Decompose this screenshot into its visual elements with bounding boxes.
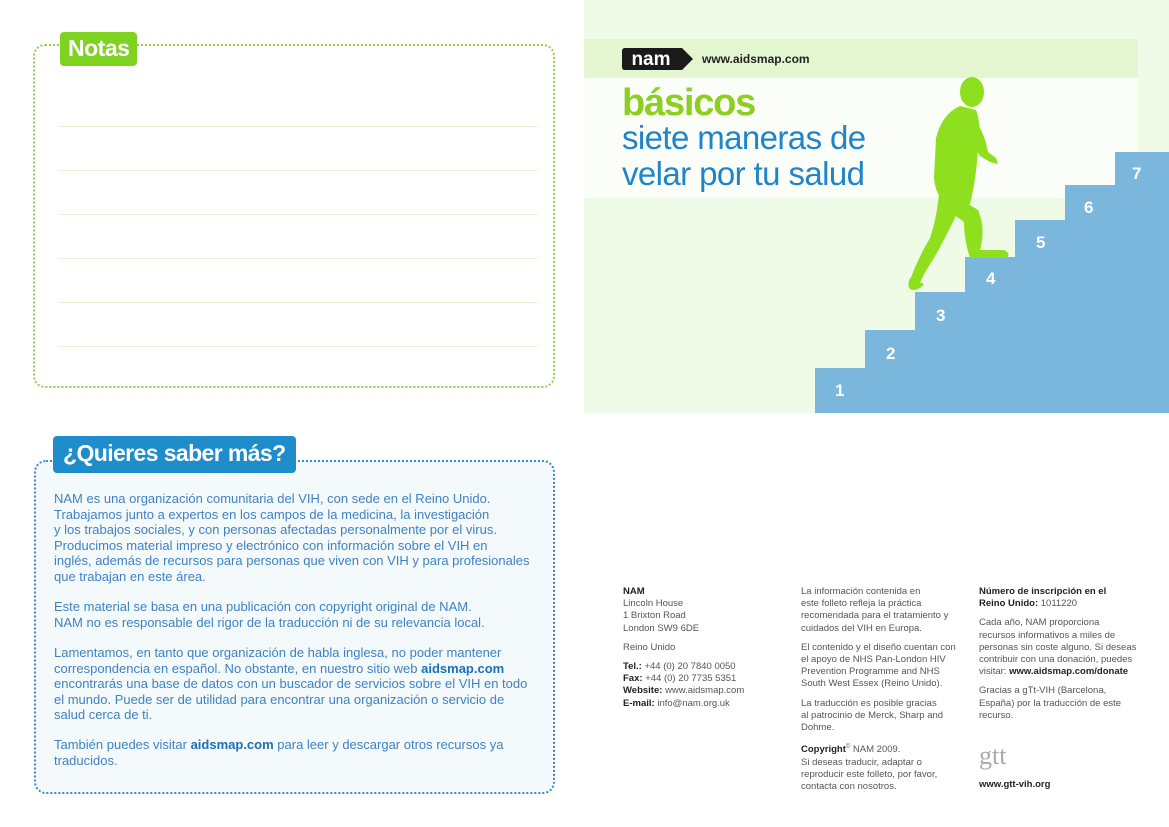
- info-paragraph-2: [54, 599, 534, 630]
- text-line: traducidos.: [54, 752, 118, 768]
- email-link[interactable]: info@nam.org.uk: [657, 697, 730, 709]
- note-line: [58, 170, 538, 171]
- note-line: [58, 214, 538, 215]
- info-paragraph-4: [54, 737, 534, 768]
- text-line: [54, 661, 534, 677]
- note-line: [58, 346, 538, 347]
- step-number: 2: [886, 344, 896, 363]
- info-paragraph-3: [54, 645, 534, 723]
- text-line: contribuir con una donación, puedes: [979, 654, 1133, 666]
- text-line: [54, 737, 534, 753]
- tel-label: Tel.:: [623, 661, 642, 673]
- text-line: Dohme.: [801, 722, 835, 734]
- text-line: al patrocinio de Merck, Sharp and: [801, 709, 944, 721]
- text-line: salud cerca de ti.: [54, 707, 153, 722]
- title-basicos: básicos: [622, 82, 756, 124]
- text-line: Gracias a gTt-VIH (Barcelona,: [979, 685, 1107, 697]
- text-line: recurso.: [979, 709, 1014, 721]
- text-line: South West Essex (Reino Unido).: [801, 678, 943, 690]
- notes-title: Notas: [60, 32, 137, 66]
- fax-value: +44 (0) 20 7735 5351: [645, 673, 737, 685]
- text-line: La traducción es posible gracias: [801, 697, 937, 709]
- text-fragment: visitar:: [979, 666, 1010, 678]
- text-line: España) por la traducción de este: [979, 697, 1122, 709]
- gtt-logo-icon: [978, 736, 1016, 772]
- copyright-symbol: ©: [845, 744, 851, 751]
- text-line: el mundo. Puede ser de utilidad para encontrar una organización o servicio de: [54, 691, 505, 707]
- text-line: y los trabajos sociales, y con personas afectadas personalmente por el virus.: [54, 522, 497, 537]
- text-line: encontrarás una base de datos con un buscador de servicios sobre el VIH en todo: [54, 676, 528, 691]
- registration-label: Número de inscripción en el: [979, 586, 1107, 597]
- address-country: Reino Unido: [623, 641, 676, 653]
- step-number: 7: [1132, 164, 1142, 183]
- site-url[interactable]: www.aidsmap.com: [702, 52, 810, 66]
- subtitle-line: siete maneras de: [622, 119, 866, 156]
- website-link[interactable]: www.aidsmap.com: [665, 685, 745, 697]
- aidsmap-link[interactable]: aidsmap.com: [421, 660, 505, 676]
- text-line: Producimos material impreso y electrónico con información sobre el VIH en: [54, 537, 488, 553]
- gtt-logo-text: gtt: [979, 741, 1007, 770]
- step-number: 4: [986, 269, 996, 288]
- text-line: NAM no es responsable del rigor de la traducción ni de su relevancia local.: [54, 614, 485, 630]
- step-number: 5: [1036, 233, 1046, 252]
- gtt-url-row: [979, 779, 1050, 791]
- text-line: que trabajan en este área.: [54, 568, 206, 584]
- note-line: [58, 126, 538, 127]
- step-number: 1: [835, 381, 845, 400]
- text-line: Cada año, NAM proporciona: [979, 617, 1100, 629]
- text-line: Si deseas traducir, adaptar o: [801, 756, 922, 768]
- donate-link[interactable]: www.aidsmap.com/donate: [1009, 666, 1129, 678]
- copyright-text: NAM 2009.: [850, 744, 901, 756]
- step-number: 6: [1084, 198, 1094, 217]
- text-line: este folleto refleja la práctica: [801, 598, 922, 610]
- text-fragment: para leer y descargar otros recursos ya: [273, 737, 504, 752]
- note-line: [58, 258, 538, 259]
- info-title: ¿Quieres saber más?: [53, 436, 296, 473]
- text-line: contacta con nosotros.: [801, 781, 897, 792]
- text-line: recursos informativos a miles de: [979, 629, 1116, 641]
- info-paragraph-1: [54, 491, 534, 584]
- registration-number: 1011220: [1038, 598, 1078, 610]
- text-fragment: También puedes visitar: [54, 737, 191, 752]
- text-fragment: correspondencia en español. No obstante, en nuestro sitio web: [54, 660, 422, 676]
- text-line: La información contenida en: [801, 586, 921, 597]
- text-line: Lamentamos, en tanto que organización de habla inglesa, no poder mantener: [54, 645, 502, 660]
- address-line: London SW9 6DE: [623, 622, 700, 634]
- text-line: recomendada para el tratamiento y: [801, 610, 949, 622]
- website-label: Website:: [623, 685, 663, 697]
- text-line: Prevention Programme and NHS: [801, 666, 940, 678]
- stairs-illustration: [800, 70, 1169, 413]
- gtt-link[interactable]: www.gtt-vih.org: [979, 779, 1051, 790]
- note-line: [58, 302, 538, 303]
- text-line: personas sin coste alguno. Si deseas: [979, 641, 1137, 653]
- text-line: cuidados del VIH en Europa.: [801, 622, 922, 634]
- org-name: NAM: [623, 586, 645, 597]
- nam-logo-icon: [622, 47, 694, 71]
- aidsmap-link[interactable]: aidsmap.com: [190, 737, 274, 752]
- registration-column: [979, 586, 1149, 729]
- text-line: inglés, además de recursos para personas que viven con VIH y para profesionales: [54, 553, 530, 568]
- step-number: 3: [936, 306, 946, 325]
- text-line: Trabajamos junto a expertos en los campos de la medicina, la investigación: [54, 506, 490, 522]
- nam-logo-text: nam: [631, 49, 671, 70]
- email-label: E-mail:: [623, 697, 655, 709]
- text-line: el apoyo de NHS Pan-London HIV: [801, 654, 946, 666]
- text-line: reproducir este folleto, por favor,: [801, 768, 938, 780]
- copyright-label: Copyright: [801, 744, 846, 756]
- address-column: [623, 586, 783, 717]
- text-line: NAM es una organización comunitaria del VIH, con sede en el Reino Unido.: [54, 491, 491, 506]
- tel-value[interactable]: +44 (0) 20 7840 0050: [644, 661, 736, 673]
- registration-label: Reino Unido:: [979, 598, 1039, 610]
- info-column: [801, 586, 966, 800]
- subtitle-line: velar por tu salud: [622, 155, 865, 192]
- fax-label: Fax:: [623, 673, 643, 685]
- address-line: Lincoln House: [623, 598, 684, 610]
- notes-box: [33, 44, 555, 388]
- text-line: El contenido y el diseño cuentan con: [801, 641, 956, 653]
- address-line: 1 Brixton Road: [623, 610, 686, 622]
- text-line: Este material se basa en una publicación con copyright original de NAM.: [54, 599, 472, 614]
